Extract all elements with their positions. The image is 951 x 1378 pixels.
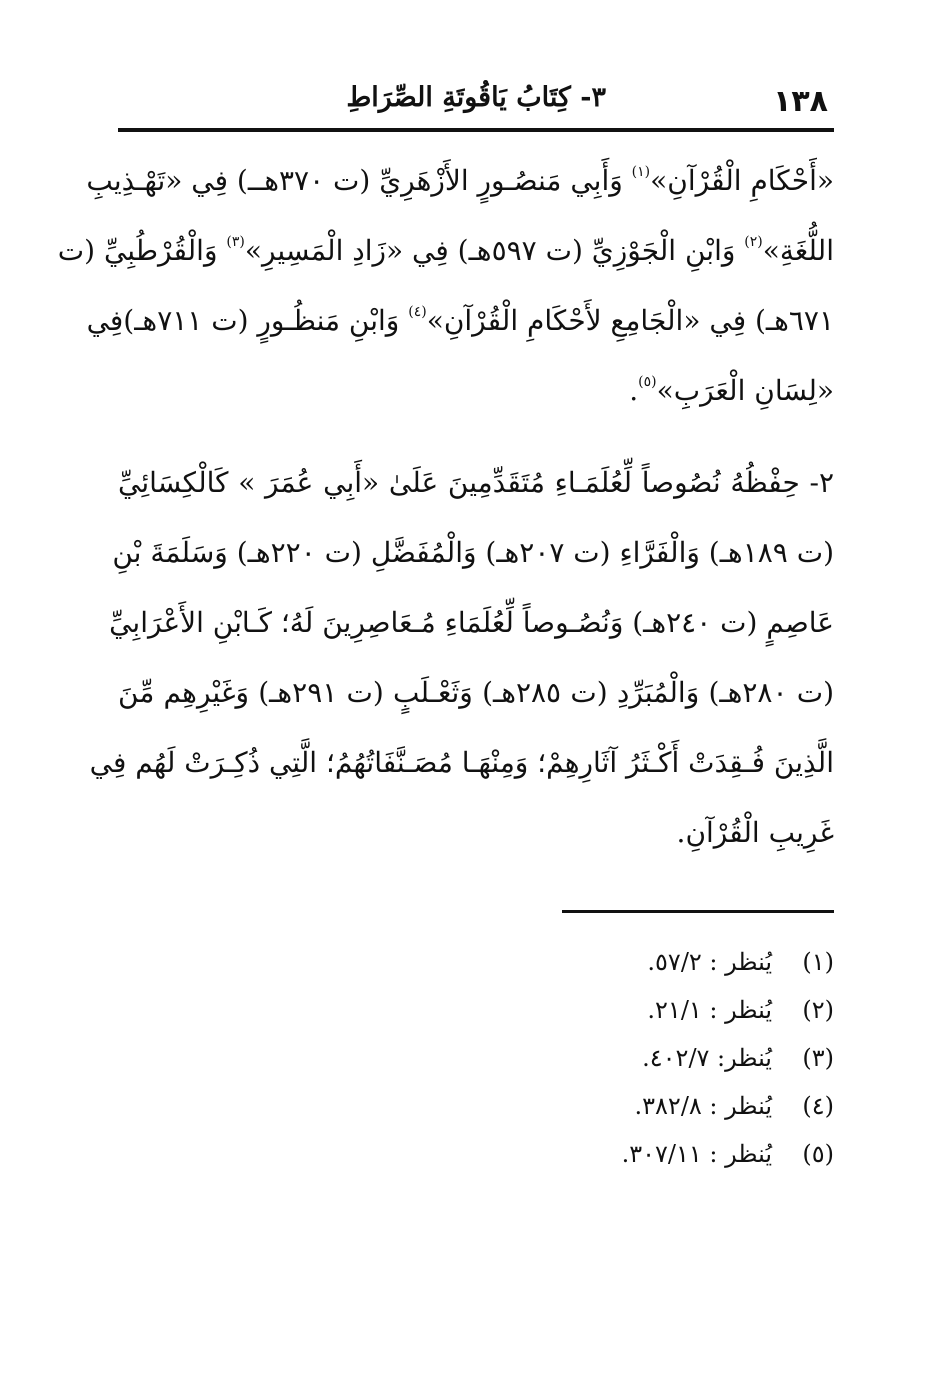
page-header — [118, 78, 834, 130]
footnote-item — [118, 986, 834, 1034]
paragraph-gap — [118, 426, 834, 448]
text-line: ٦٧١هـ) فِي «الْجَامِعِ لأَحْكَامِ الْقُرْآنِ»$^{(٤)}$ وَابْنِ مَنظُـورٍ (ت ٧١١هـ)فِي — [86, 304, 834, 337]
paragraph-1 — [57, 146, 834, 426]
footnote-number: (٢) — [802, 996, 834, 1024]
footnote-ref: (٤) — [408, 304, 427, 320]
text-line: عَاصِمٍ (ت ٢٤٠هـ) وَنُصُـوصاً لِّعُلَمَاءِ مُـعَاصِرِينَ لَهُ؛ كَـابْنِ الأَعْرَابِيِّ — [109, 606, 834, 639]
footnote-number: (٥) — [802, 1140, 834, 1168]
footnote-rule — [562, 910, 834, 913]
footnote-text: يُنظر : ٢١/١. — [647, 996, 772, 1024]
footnote-ref: (٥) — [638, 374, 657, 390]
footnote-ref: (١) — [631, 164, 651, 180]
paragraph-2 — [89, 448, 835, 868]
footnote-text: يُنظر : ٣٨٢/٨. — [634, 1092, 772, 1120]
text-line: (ت ١٨٩هـ) وَالْفَرَّاءِ (ت ٢٠٧هـ) وَالْمُفَضَّلِ (ت ٢٢٠هـ) وَسَلَمَةَ بْنِ — [112, 536, 834, 569]
footnotes — [118, 938, 834, 1178]
page-number: ١٣٨ — [773, 84, 828, 119]
footnote-text: يُنظر: ٤٠٢/٧. — [642, 1044, 772, 1072]
text-line: اللُّغَةِ»$^{(٢)}$ وَابْنِ الْجَوْزِيِّ (ت ٥٩٧هـ) فِي «زَادِ الْمَسِيرِ»$^{(٣)}$ وَالْقُرْطُبِيِّ (ت — [57, 234, 834, 267]
text-line: (ت ٢٨٠هـ) وَالْمُبَرِّدِ (ت ٢٨٥هـ) وَثَعْـلَبٍ (ت ٢٩١هـ) وَغَيْرِهِم مِّنَ — [118, 676, 835, 709]
text-line: غَرِيبِ الْقُرْآنِ. — [676, 816, 834, 849]
text-line: ٢- حِفْظُهُ نُصُوصاً لِّعُلَمَـاءِ مُتَقَدِّمِينَ عَلَىٰ «أَبِي عُمَرَ » كَالْكِسَائِيِّ — [118, 466, 834, 499]
footnote-ref: (٢) — [744, 234, 763, 250]
footnote-item — [118, 1034, 834, 1082]
text-line: «لِسَانِ الْعَرَبِ»$^{(٥)}$. — [629, 374, 834, 407]
footnote-number: (٤) — [802, 1092, 834, 1120]
body-text — [57, 146, 835, 868]
header-rule — [118, 128, 834, 132]
footnote-item — [118, 938, 834, 986]
footnote-ref: (٣) — [226, 234, 245, 250]
footnote-item — [118, 1130, 834, 1178]
footnote-text: يُنظر : ٥٧/٢. — [647, 948, 772, 976]
footnote-number: (١) — [802, 948, 834, 976]
footnote-number: (٣) — [802, 1044, 834, 1072]
text-line: «أَحْكَامِ الْقُرْآنِ»$^{(١)}$ وَأَبِي مَنصُـورٍ الأَزْهَرِيِّ (ت ٣٧٠هــ) فِي «تَهْـذِيبِ — [86, 164, 834, 197]
footnote-text: يُنظر : ٣٠٧/١١. — [621, 1140, 772, 1168]
running-title: ٣- كِتَابُ يَاقُوتَةِ الصِّرَاطِ — [346, 82, 606, 113]
text-line: الَّذِينَ فُـقِدَتْ أَكْـثَرُ آثَارِهِمْ؛ وَمِنْهَـا مُصَـنَّفَاتُهُمُ؛ الَّتِي ذُكِـرَتْ لَهُم فِي — [89, 746, 834, 779]
footnote-item — [118, 1082, 834, 1130]
